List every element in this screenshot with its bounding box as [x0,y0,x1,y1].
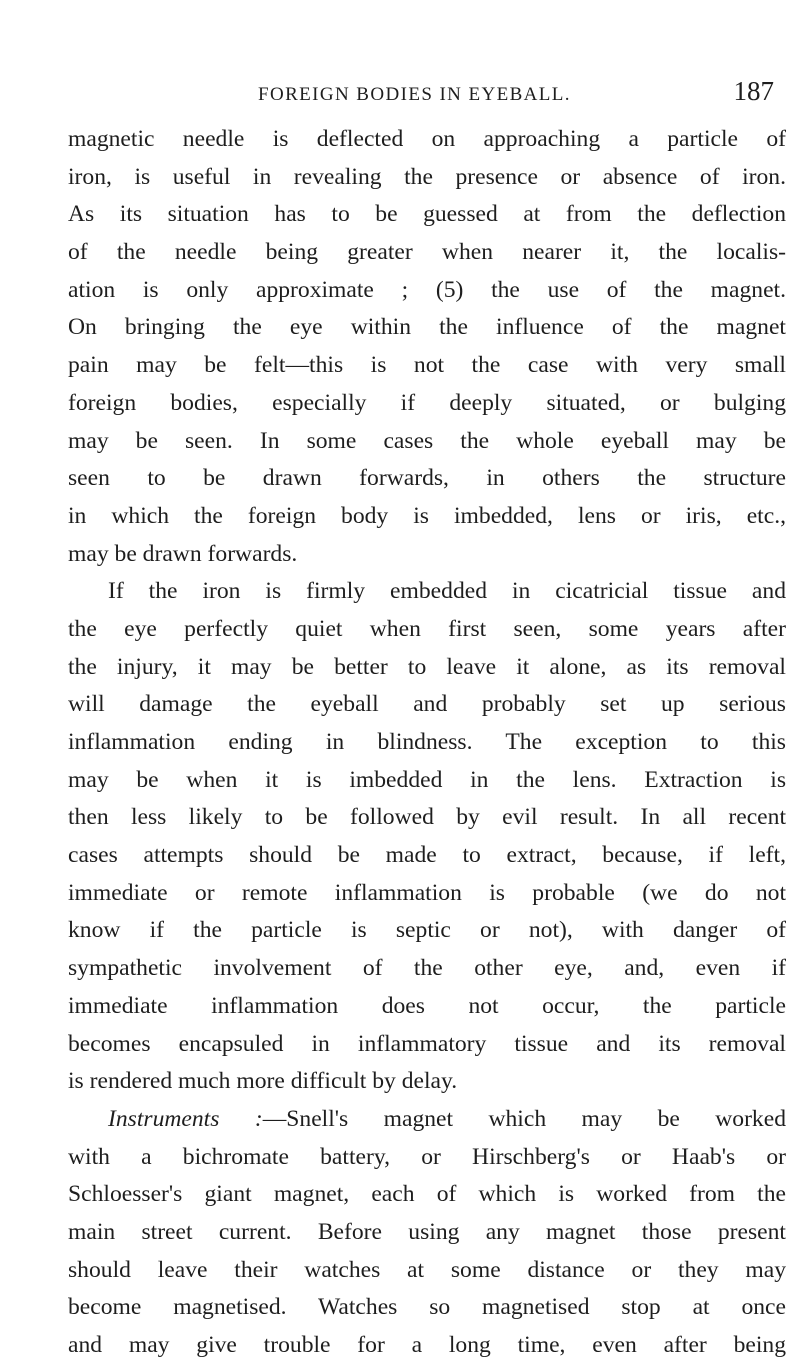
text-line-29: Schloesser's giant magnet, each of which is worked from the [68,1181,786,1208]
text-line-12: may be drawn forwards. [68,540,298,567]
text-line-11: in which the foreign body is imbedded, lens or iris, etc., [68,502,786,529]
text-line-10: seen to be drawn forwards, in others the structure [68,465,786,492]
text-line-7: pain may be felt—this is not the case with very small [68,352,786,379]
text-line-8: foreign bodies, especially if deeply situated, or bulging [68,389,786,416]
text-line-15: the injury, it may be better to leave it alone, as its removal [68,653,786,680]
text-line-17: inflammation ending in blindness. The exception to this [68,729,786,755]
text-line-4: of the needle being greater when nearer it, the localis- [68,239,786,266]
text-line-22: know if the particle is septic or not), with danger of [68,917,786,944]
instruments-line-rest: —Snell's magnet which may be worked [262,1105,786,1132]
text-line-19: then less likely to be followed by evil result. In all recent [68,804,786,831]
running-title: FOREIGN BODIES IN EYEBALL. [258,84,571,105]
text-line-31: should leave their watches at some distance or they may [68,1256,786,1283]
text-line-30: main street current. Before using any magnet those present [68,1218,786,1245]
text-line-24: immediate inflammation does not occur, the particle [68,992,786,1019]
text-line-26: is rendered much more difficult by delay. [68,1068,458,1095]
page-number: 187 [733,76,774,106]
text-line-6: On bringing the eye within the influence of the magnet [68,314,786,341]
instruments-line [68,1101,786,1139]
text-line-3: As its situation has to be guessed at from the deflection [68,201,786,228]
text-line-14: the eye perfectly quiet when first seen, some years after [68,615,786,642]
text-line-33: and may give trouble for a long time, even after being [68,1332,786,1358]
text-line-2: iron, is useful in revealing the presence or absence of iron. [68,163,786,190]
text-line-21: immediate or remote inflammation is probable (we do not [68,879,786,906]
text-line-9: may be seen. In some cases the whole eyeball may be [68,427,786,454]
text-line-32: become magnetised. Watches so magnetised stop at once [68,1294,786,1321]
text-line-18: may be when it is imbedded in the lens. Extraction is [68,766,786,793]
text-line-25: becomes encapsuled in inflammatory tissue and its removal [68,1030,786,1057]
text-line-28: with a bichromate battery, or Hirschberg's or Haab's or [68,1143,786,1170]
text-line-20: cases attempts should be made to extract, because, if left, [68,842,786,869]
text-line-5: ation is only approximate ; (5) the use of the magnet. [68,276,786,303]
text-line-23: sympathetic involvement of the other eye, and, even if [68,955,786,982]
instruments-heading: Instruments : [108,1105,263,1132]
text-line-13: If the iron is firmly embedded in cicatricial tissue and [108,578,786,605]
body-text [68,121,786,1365]
running-head [58,76,784,114]
text-line-1: magnetic needle is deflected on approaching a particle of [68,126,786,152]
text-line-16: will damage the eyeball and probably set up serious [68,691,786,718]
